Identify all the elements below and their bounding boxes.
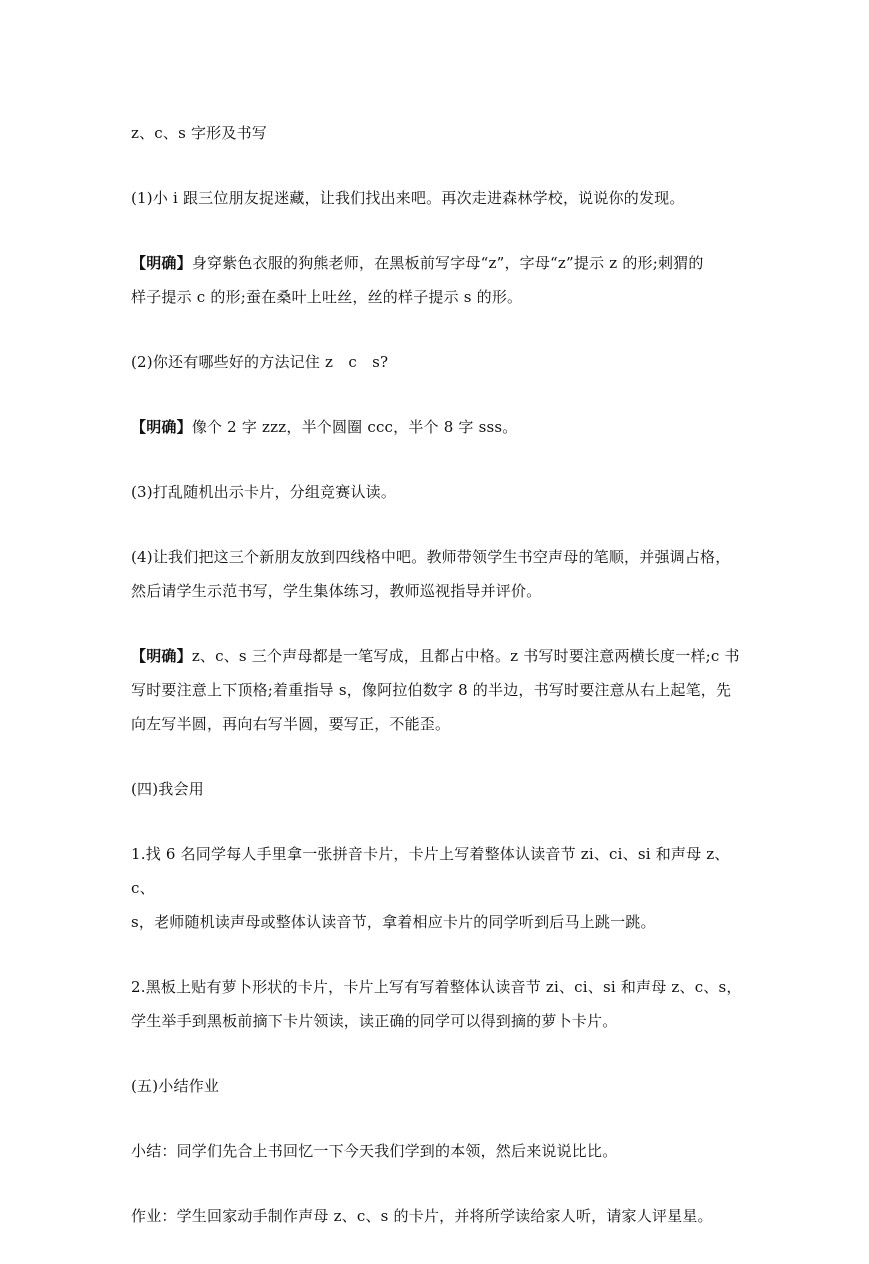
- text-line: 学生举手到黑板前摘下卡片领读，读正确的同学可以得到摘的萝卜卡片。: [131, 1012, 618, 1030]
- document-body: [131, 116, 745, 1264]
- clarify-tag: 【明确】: [131, 418, 192, 436]
- text-line: [131, 246, 745, 280]
- paragraph-clarify-1: [131, 246, 745, 314]
- text-line: 作业：学生回家动手制作声母 z、c、s 的卡片，并将所学读给家人听，请家人评星星。: [131, 1207, 713, 1225]
- text-line: 样子提示 c 的形;蚕在桑叶上吐丝，丝的样子提示 s 的形。: [131, 288, 523, 306]
- text-line: 2.黑板上贴有萝卜形状的卡片，卡片上写有写着整体认读音节 zi、ci、si 和声母 z、c、s，: [131, 978, 742, 996]
- text-line: 向左写半圆，再向右写半圆，要写正，不能歪。: [131, 715, 451, 733]
- text-line: 然后请学生示范书写，学生集体练习，教师巡视指导并评价。: [131, 582, 542, 600]
- text-line: (五)小结作业: [131, 1077, 220, 1095]
- paragraph-activity-1: [131, 837, 745, 939]
- clarify-tag: 【明确】: [131, 647, 192, 665]
- paragraph-clarify-2: [131, 410, 745, 444]
- paragraph-activity-2: [131, 970, 745, 1038]
- text-line-content: 像个 2 字 zzz，半个圆圈 ccc，半个 8 字 sss。: [191, 418, 518, 436]
- paragraph-summary: [131, 1134, 745, 1168]
- paragraph-step-3: [131, 475, 745, 509]
- text-line-content: z、c、s 三个声母都是一笔写成，且都占中格。z 书写时要注意两横长度一样;c 书: [191, 647, 740, 665]
- text-line: (1)小 i 跟三位朋友捉迷藏，让我们找出来吧。再次走进森林学校，说说你的发现。: [131, 189, 685, 207]
- text-line: z、c、s 字形及书写: [131, 124, 267, 142]
- text-line: [131, 639, 745, 673]
- text-line: (四)我会用: [131, 780, 204, 798]
- text-line: 写时要注意上下顶格;着重指导 s，像阿拉伯数字 8 的半边，书写时要注意从右上起笔，先: [131, 681, 732, 699]
- section-heading-4: [131, 772, 745, 806]
- section-heading-5: [131, 1069, 745, 1103]
- text-line: s，老师随机读声母或整体认读音节，拿着相应卡片的同学听到后马上跳一跳。: [131, 913, 656, 931]
- paragraph-step-4: [131, 540, 745, 608]
- paragraph-step-1: [131, 181, 745, 215]
- text-line: (2)你还有哪些好的方法记住 z c s?: [131, 353, 389, 371]
- text-line: (4)让我们把这三个新朋友放到四线格中吧。教师带领学生书空声母的笔顺，并强调占格，: [131, 548, 731, 566]
- text-line: [131, 410, 745, 444]
- paragraph-step-2: [131, 345, 745, 379]
- paragraph-clarify-3: [131, 639, 745, 741]
- text-line: 小结：同学们先合上书回忆一下今天我们学到的本领，然后来说说比比。: [131, 1142, 618, 1160]
- text-line: (3)打乱随机出示卡片，分组竞赛认读。: [131, 483, 397, 501]
- text-line: 1.找 6 名同学每人手里拿一张拼音卡片，卡片上写着整体认读音节 zi、ci、si 和声母 z、c、: [131, 845, 730, 897]
- section-heading-zcs: [131, 116, 745, 150]
- text-line-content: 身穿紫色衣服的狗熊老师，在黑板前写字母“z”，字母“z”提示 z 的形;刺猬的: [191, 254, 704, 272]
- clarify-tag: 【明确】: [131, 254, 192, 272]
